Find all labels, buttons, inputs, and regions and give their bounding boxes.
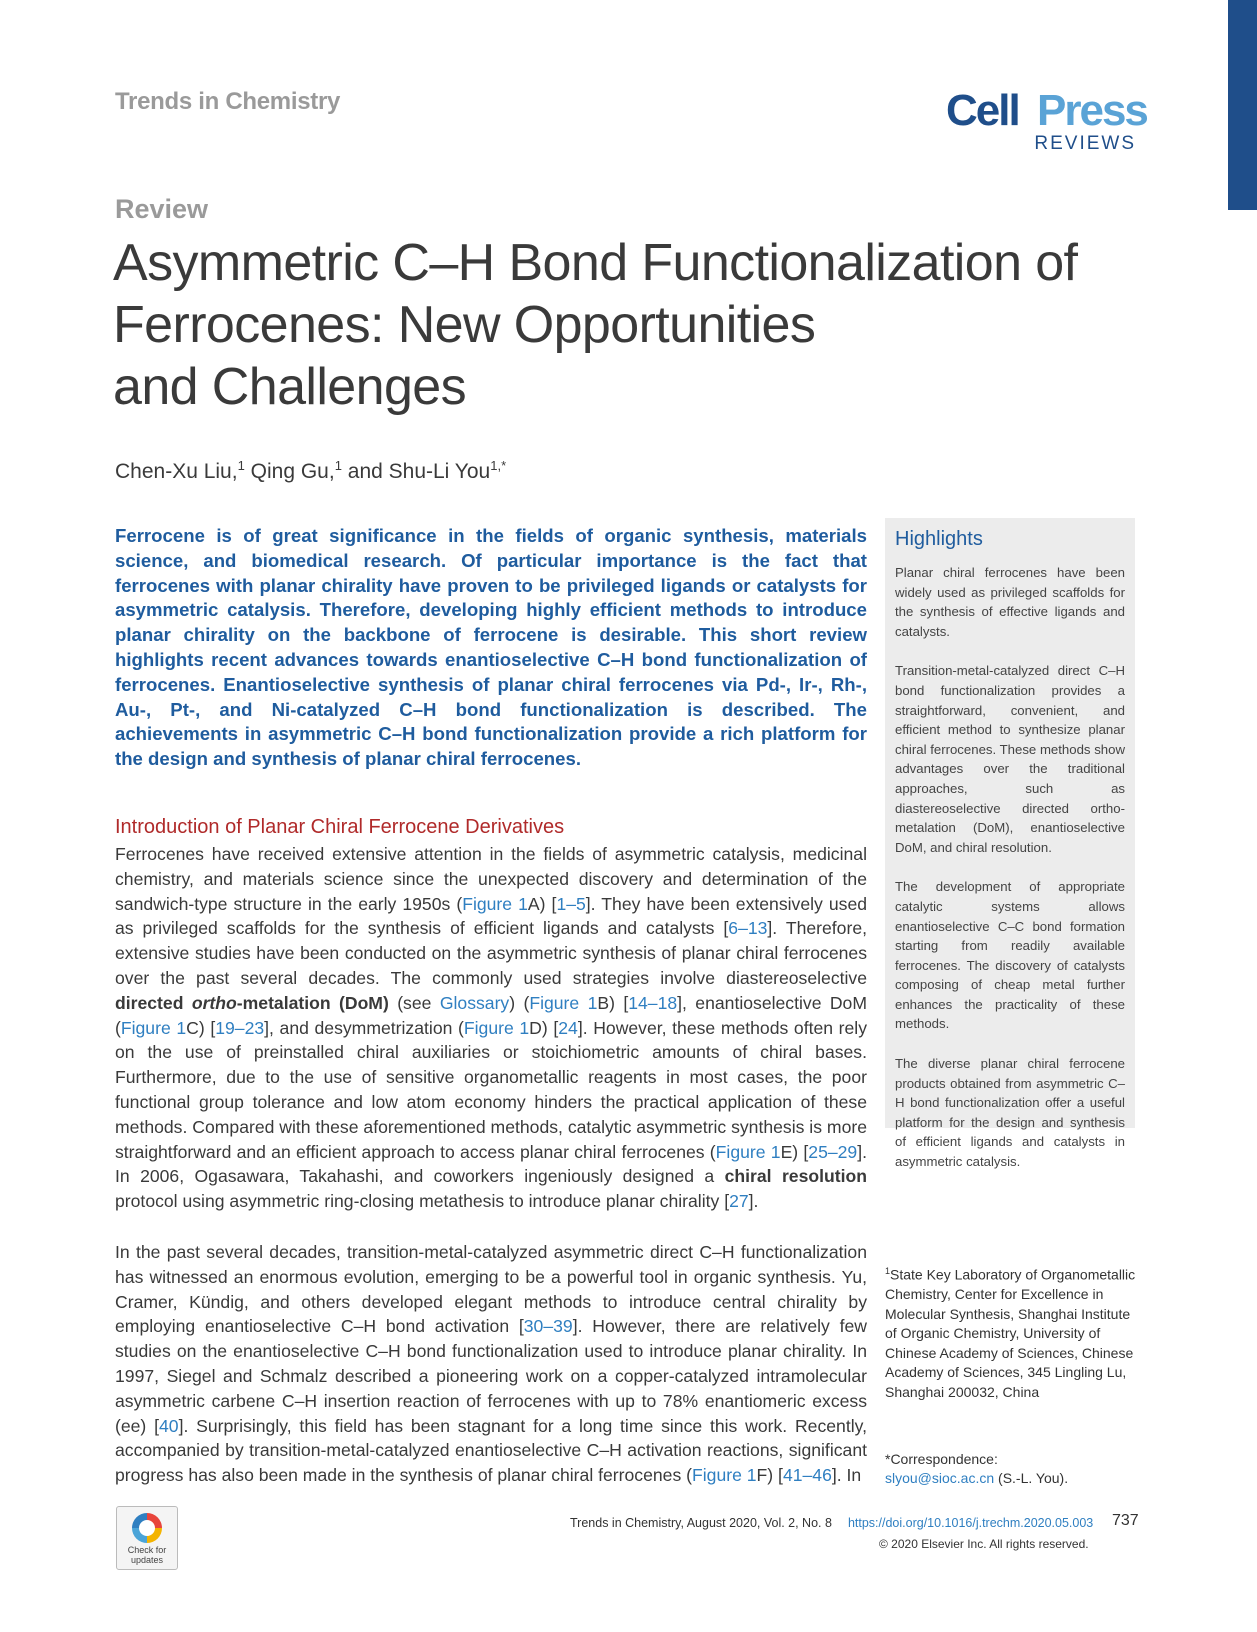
body-text: ]. In xyxy=(831,1465,862,1486)
reference-link[interactable]: 14–18 xyxy=(628,992,678,1013)
article-type: Review xyxy=(115,194,209,224)
title-line: and Challenges xyxy=(113,358,466,416)
logo-cell-text: Cell xyxy=(946,86,1019,135)
reference-link[interactable]: 27 xyxy=(729,1191,749,1212)
highlight-item: Planar chiral ferrocenes have been widely used as privileged scaffolds for the synthesis of effective ligands and catalysts. xyxy=(895,565,1125,639)
body-text: protocol using asymmetric ring-closing metathesis to introduce planar chirality [ xyxy=(115,1191,730,1212)
author-name[interactable]: Chen-Xu Liu, xyxy=(115,460,238,483)
body-text: ]. They have been extensively used as privileged scaffolds for the synthesis of efficient ligands and catalysts [ xyxy=(115,893,868,939)
title-line: Asymmetric C–H Bond Functionalization of xyxy=(113,234,1078,292)
author-affiliation-marker: 1,* xyxy=(490,458,507,473)
abstract: Ferrocene is of great significance in the fields of organic synthesis, materials science, and biomedical research. Of particular importance is the fact that ferrocenes with planar chirality have proven to be privileged ligands or catalysts for asymmetric catalysis. Therefore, developing highly efficient methods to introduce planar chirality on the backbone of ferrocene is desirable. This short review highlights recent advances towards enantioselective C–H bond functionalization of ferrocenes. Enantioselective synthesis of planar chiral ferrocenes via Pd-, Ir-, Rh-, Au-, Pt-, and Ni-catalyzed C–H bond functionalization is described. The achievements in asymmetric C–H bond functionalization provide a rich platform for the design and synthesis of planar chiral ferrocenes. xyxy=(115,525,867,770)
body-text: ]. In 2006, Ogasawara, Takahashi, and coworkers ingeniously designed a xyxy=(115,1141,867,1187)
highlights-box xyxy=(885,518,1135,1170)
correspondence-label: *Correspondence: xyxy=(885,1451,998,1467)
body-text: ], enantioselective DoM ( xyxy=(115,992,867,1038)
footer-citation-line xyxy=(570,1516,1093,1530)
doi-link[interactable]: https://doi.org/10.1016/j.trechm.2020.05.003 xyxy=(847,1516,1094,1530)
journal-name: Trends in Chemistry xyxy=(115,88,341,115)
body-paragraph xyxy=(115,1240,867,1488)
emphasized-text: ortho xyxy=(191,992,237,1013)
body-text: ]. However, these methods often rely on the use of preinstalled chiral auxiliaries or stoichiometric amounts of chiral bases. Furthermore, due to the use of sensitive organometallic reagents in most cases, the poor functional group tolerance and low atom economy hinders the practical application of these methods. Compared with these aforementioned methods, catalytic asymmetric synthesis is more straightforward and an efficient approach to access planar chiral ferrocenes ( xyxy=(115,1017,868,1162)
highlight-item: The development of appropriate catalytic systems allows enantioselective C–C bond formation starting from readily available ferrocenes. The discovery of catalysts composing of cheap metal further enhances the practicality of these methods. xyxy=(895,879,1125,1032)
reference-link[interactable]: Figure 1 xyxy=(715,1141,781,1162)
check-for-updates-badge[interactable] xyxy=(116,1506,178,1570)
body-text: E) [ xyxy=(780,1141,809,1162)
footer-citation: Trends in Chemistry, August 2020, Vol. 2, No. 8 xyxy=(570,1516,832,1530)
reference-link[interactable]: Glossary xyxy=(439,992,510,1013)
body-text: ) ( xyxy=(509,992,530,1013)
reference-link[interactable]: 24 xyxy=(558,1017,578,1038)
body-text: ]. However, there are relatively few studies on the enantioselective C–H bond functionalization used to introduce planar chirality. In 1997, Siegel and Schmalz described a pioneering work on a copper-catalyzed intramolecular asymmetric carbene C–H insertion reaction of ferrocenes with up to 78% enantiomeric excess (ee) [ xyxy=(115,1316,867,1436)
affiliation-marker: 1 xyxy=(885,1266,891,1276)
article-title xyxy=(113,232,1093,418)
emphasized-text: directed xyxy=(115,992,192,1013)
author-affiliation-marker: 1 xyxy=(237,458,245,473)
author-name[interactable]: and Shu-Li You xyxy=(341,460,491,483)
body-text: A) [ xyxy=(527,893,557,914)
highlight-item: The diverse planar chiral ferrocene products obtained from asymmetric C–H bond functionalization offer a useful platform for the design and synthesis of efficient ligands and catalysts in asymmetric catalysis. xyxy=(895,1056,1125,1170)
badge-label: Check for xyxy=(127,1545,167,1555)
page-number: 737 xyxy=(1112,1512,1139,1529)
author-name[interactable]: Qing Gu, xyxy=(244,460,335,483)
reference-link[interactable]: 40 xyxy=(158,1415,179,1436)
logo-reviews-text: REVIEWS xyxy=(1034,133,1136,154)
cellpress-logo[interactable] xyxy=(946,85,1147,155)
reference-link[interactable]: Figure 1 xyxy=(463,1017,530,1038)
reference-link[interactable]: 30–39 xyxy=(523,1316,573,1337)
body-text: ], and desymmetrization ( xyxy=(264,1017,464,1038)
body-text: In the past several decades, transition-metal-catalyzed asymmetric direct C–H functionalization has witnessed an enormous evolution, emerging to be a powerful tool in organic synthesis. Yu, Cramer, Kündig, and others developed elegant methods to introduce central chirality by employing enantioselective C–H bond activation [ xyxy=(115,1242,867,1337)
body-text: D) [ xyxy=(529,1017,559,1038)
emphasized-text: chiral resolution xyxy=(724,1166,867,1187)
correspondence-note xyxy=(885,1450,1140,1488)
emphasized-text: -metalation (DoM) xyxy=(236,992,389,1013)
badge-label: updates xyxy=(130,1555,164,1565)
body-text: ]. Surprisingly, this field has been stagnant for a long time since this work. Recently, accompanied by transition-metal-catalyzed enantioselective C–H activation reactions, significant progress has also been made in the synthesis of planar chiral ferrocenes ( xyxy=(115,1415,867,1486)
highlight-item: Transition-metal-catalyzed direct C–H bond functionalization provides a straightforward, convenient, and efficient method to synthesize planar chiral ferrocenes. These methods show advantages over the traditional approaches, such as diastereoselective directed ortho-metalation (DoM), enantioselective DoM, and chiral resolution. xyxy=(895,663,1125,855)
copyright-notice: © 2020 Elsevier Inc. All rights reserved. xyxy=(879,1537,1089,1551)
logo-press-text: Press xyxy=(1037,86,1147,135)
reference-link[interactable]: 19–23 xyxy=(215,1017,265,1038)
affiliation-note xyxy=(885,1262,1140,1402)
reference-link[interactable]: 41–46 xyxy=(782,1465,832,1486)
reference-link[interactable]: Figure 1 xyxy=(692,1465,757,1486)
section-heading: Introduction of Planar Chiral Ferrocene Derivatives xyxy=(115,816,565,838)
body-text: (see xyxy=(388,992,440,1013)
reference-link[interactable]: 25–29 xyxy=(808,1141,858,1162)
reference-link[interactable]: Figure 1 xyxy=(462,893,528,914)
journal-color-tab xyxy=(1228,0,1257,210)
body-text: ]. xyxy=(748,1191,759,1212)
reference-link[interactable]: 1–5 xyxy=(556,893,586,914)
affiliation-text: State Key Laboratory of Organometallic Chemistry, Center for Excellence in Molecular Synthesis, Shanghai Institute of Organic Chemistry, University of Chinese Academy of Sciences, Chinese Academy of Sciences, 345 Lingling Lu, Shanghai 200032, China xyxy=(885,1266,1136,1400)
body-text: C) [ xyxy=(186,1017,216,1038)
body-text: ]. Therefore, extensive studies have been conducted on the asymmetric synthesis of planar chiral ferrocenes over the past several decades. The commonly used strategies involve diastereoselective xyxy=(115,918,868,988)
reference-link[interactable]: Figure 1 xyxy=(120,1017,187,1038)
highlights-title: Highlights xyxy=(895,528,983,550)
author-affiliation-marker: 1 xyxy=(334,458,342,473)
correspondence-email-link[interactable]: slyou@sioc.ac.cn xyxy=(885,1470,995,1486)
body-paragraph xyxy=(115,842,867,1214)
reference-link[interactable]: 6–13 xyxy=(728,918,768,939)
author-list xyxy=(115,458,506,484)
title-line: Ferrocenes: New Opportunities xyxy=(113,296,816,354)
reference-link[interactable]: Figure 1 xyxy=(529,992,598,1013)
body-text: Ferrocenes have received extensive attention in the fields of asymmetric catalysis, medicinal chemistry, and materials science since the unexpected discovery and determination of the sandwich-type structure in the early 1950s ( xyxy=(115,844,867,914)
body-text: B) [ xyxy=(597,992,629,1013)
body-text: F) [ xyxy=(756,1465,783,1486)
correspondence-name: (S.-L. You). xyxy=(994,1470,1069,1486)
